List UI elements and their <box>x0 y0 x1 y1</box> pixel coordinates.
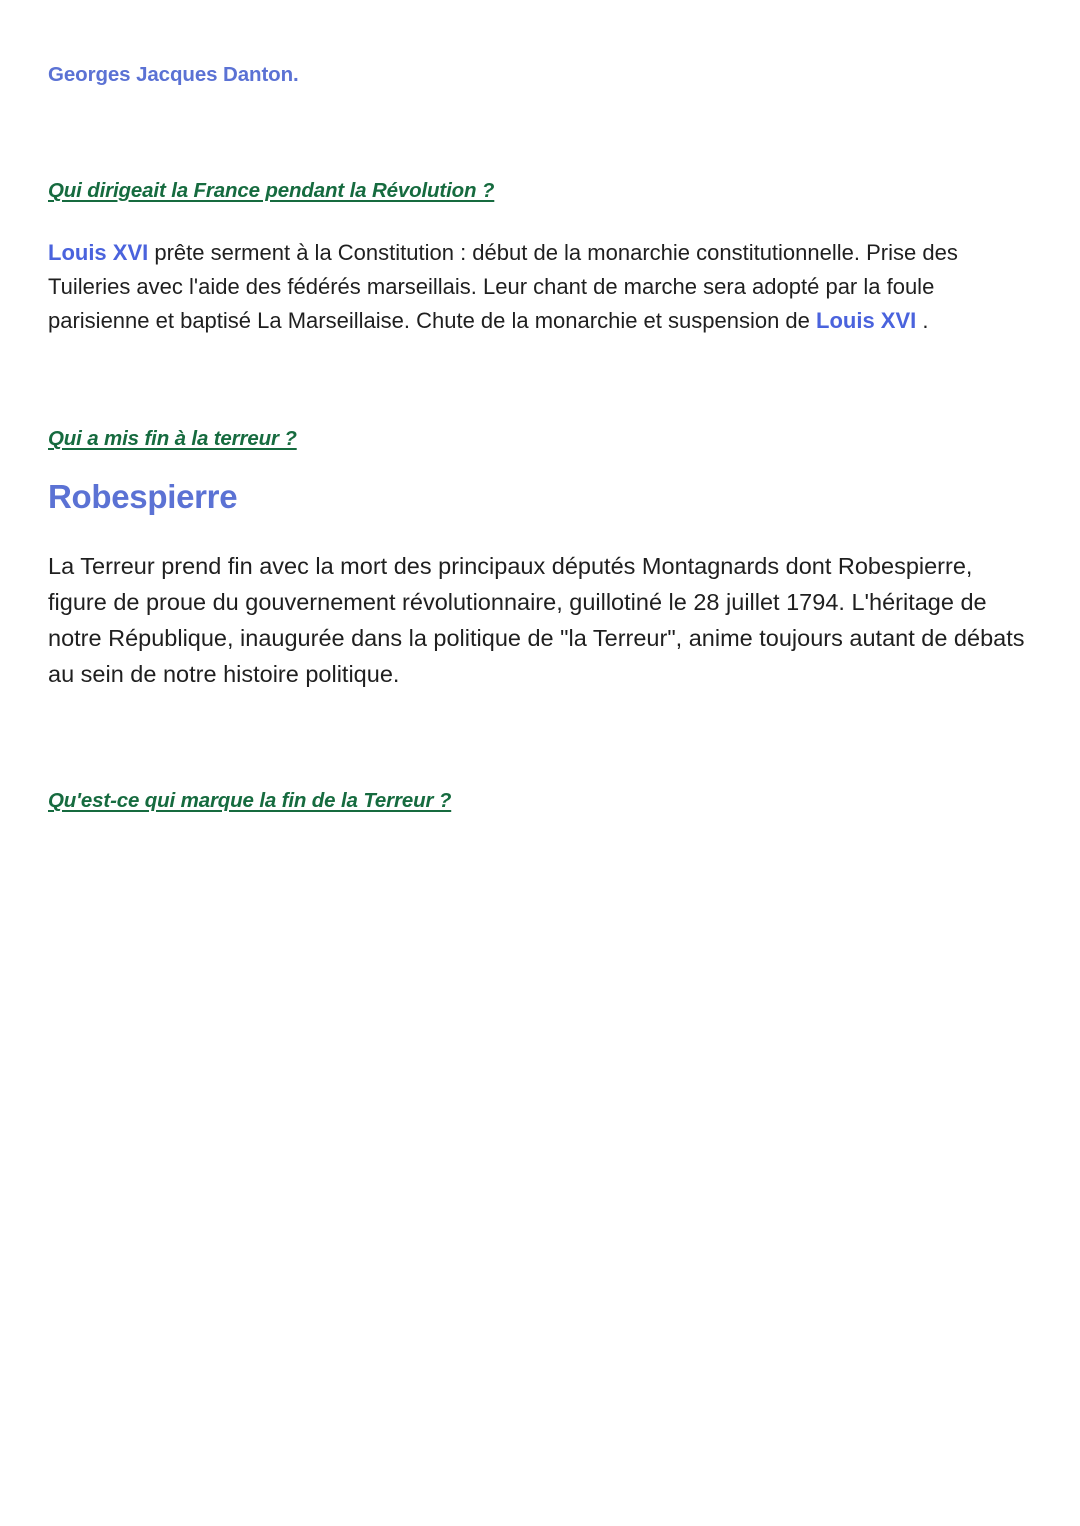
document-content <box>48 0 1032 814</box>
paragraph-2: La Terreur prend fin avec la mort des principaux députés Montagnards dont Robespierre, figure de proue du gouvernement révolutionnaire, guillotiné le 28 juillet 1794. L'héritage de notre République, inaugurée dans la politique de "la Terreur", anime toujours autant de débats au sein de notre histoire politique. <box>48 553 1025 687</box>
robespierre-heading: Robespierre <box>48 478 238 515</box>
spacer <box>48 338 1032 426</box>
question-heading-3-text: Qu'est-ce qui marque la fin de la Terreur ? <box>48 789 452 812</box>
spacer <box>48 692 1032 788</box>
paragraph-1-body-text: prête serment à la Constitution : début de la monarchie constitutionnelle. Prise des Tuileries avec l'aide des fédérés marseillais. Leur chant de marche sera adopté par la foule parisienne et baptisé La Marseillaise. Chute de la monarchie et suspension de <box>48 240 958 333</box>
louis-xvi-highlight-end: Louis XVI <box>816 308 917 333</box>
lead-name-heading: Georges Jacques Danton. <box>48 63 299 86</box>
paragraph-1-tail-text: . <box>916 308 929 333</box>
question-heading-1-text: Qui dirigeait la France pendant la Révolution ? <box>48 179 495 202</box>
spacer <box>48 518 1032 548</box>
louis-xvi-highlight-start: Louis XVI <box>48 240 149 265</box>
question-heading-2 <box>48 426 1032 452</box>
question-heading-3 <box>48 788 1032 814</box>
spacer <box>48 204 1032 236</box>
spacer <box>48 452 1032 476</box>
question-heading-1 <box>48 178 1032 204</box>
paragraph-1 <box>48 236 1032 338</box>
question-heading-2-text: Qui a mis fin à la terreur ? <box>48 427 297 450</box>
spacer <box>48 88 1032 178</box>
